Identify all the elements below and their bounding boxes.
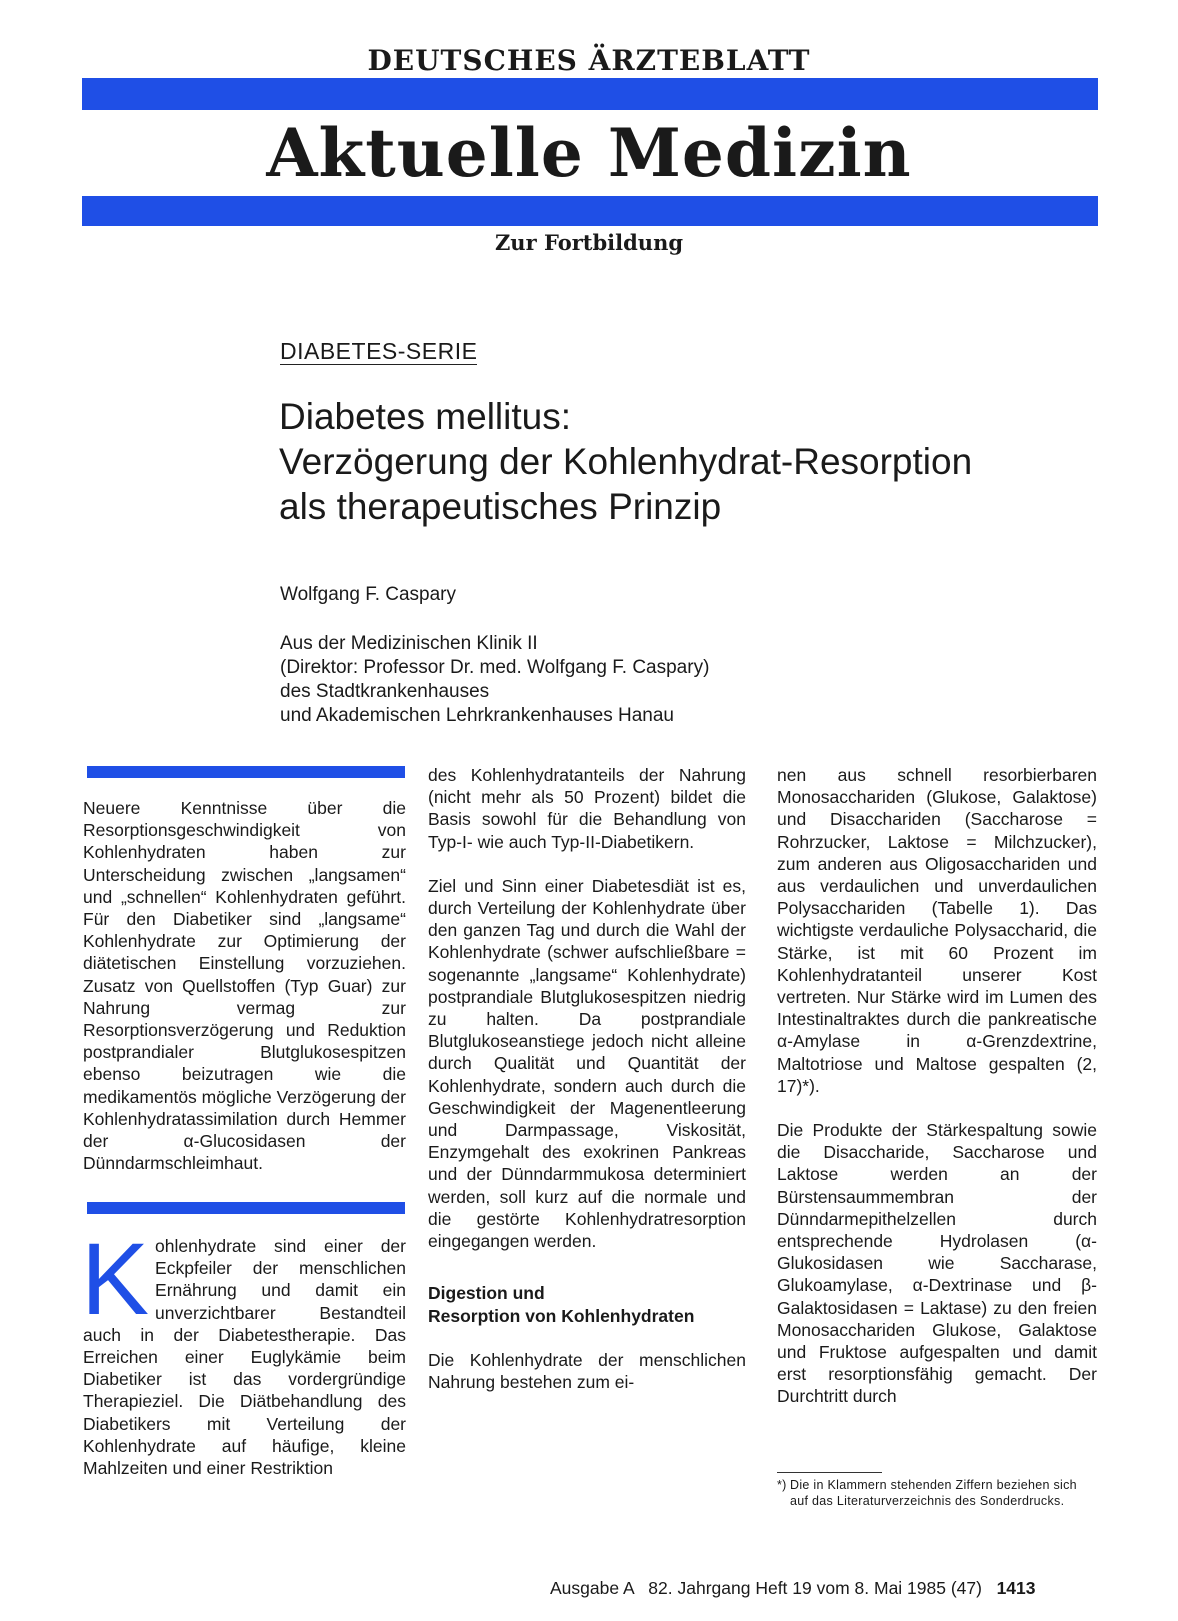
title-line: als therapeutisches Prinzip bbox=[279, 486, 722, 527]
header-bar-bottom bbox=[82, 196, 1098, 226]
footnote bbox=[777, 1478, 1097, 1509]
section-title: Aktuelle Medizin bbox=[266, 114, 912, 192]
column-1-body bbox=[81, 1222, 406, 1479]
paragraph: Die Kohlenhydrate der menschlichen Nahrung bestehen zum ei- bbox=[428, 1350, 746, 1393]
affiliation-line: (Direktor: Professor Dr. med. Wolfgang F. Caspary) bbox=[280, 657, 710, 678]
affiliation bbox=[280, 632, 709, 728]
series-label: DIABETES-SERIE bbox=[280, 338, 478, 364]
abstract-bar-top bbox=[87, 766, 405, 778]
body-text: ohlenhydrate sind einer der Eckpfeiler der menschlichen Ernährung und damit ein unverzichtbarer Bestandteil auch in der Diabetestherapie. Das Erreichen einer Euglykämie beim Diabetiker ist das vordergründige Therapieziel. Die Diätbehandlung des Diabetikers mit Verteilung der Kohlenhydrate auf häufige, kleine Mahlzeiten und einer Restriktion bbox=[83, 1236, 406, 1479]
journal-name: DEUTSCHES ÄRZTEBLATT bbox=[367, 44, 811, 77]
page-number: 1413 bbox=[996, 1578, 1036, 1598]
page-footer bbox=[550, 1578, 1036, 1599]
footnote-text: Die in Klammern stehenden Ziffern beziehen sich auf das Literaturverzeichnis des Sonderdrucks. bbox=[790, 1478, 1077, 1508]
footnote-mark: *) bbox=[777, 1478, 787, 1492]
column-3 bbox=[777, 764, 1097, 1408]
author: Wolfgang F. Caspary bbox=[280, 584, 457, 605]
heading-line: Digestion und bbox=[428, 1283, 545, 1304]
abstract-bar-bottom bbox=[87, 1202, 405, 1214]
affiliation-line: des Stadtkrankenhauses bbox=[280, 681, 490, 702]
footer-issue: 82. Jahrgang Heft 19 vom 8. Mai 1985 (47) bbox=[648, 1578, 982, 1598]
section-heading bbox=[428, 1282, 746, 1327]
section-subtitle: Zur Fortbildung bbox=[494, 230, 684, 255]
heading-line: Resorption von Kohlenhydraten bbox=[428, 1305, 695, 1326]
footnote-rule bbox=[777, 1472, 882, 1473]
abstract-text: Neuere Kenntnisse über die Resorptionsgeschwindigkeit von Kohlenhydraten haben zur Unterscheidung zwischen „langsamen“ und „schnellen“ Kohlenhydraten geführt. Für den Diabetiker sind „langsame“ Kohlenhydrate zur Optimierung der diätetischen Einstellung vorzuziehen. Zusatz von Quellstoffen (Typ Guar) zur Nahrung vermag zur Resorptionsverzögerung und Reduktion postprandialer Blutglukosespitzen ebenso beizutragen wie die medikamentös mögliche Verzögerung der Kohlenhydratassimilation durch Hemmer der α-Glucosidasen der Dünndarmschleimhaut. bbox=[83, 798, 406, 1174]
header-bar-top bbox=[82, 78, 1098, 110]
paragraph: des Kohlenhydratanteils der Nahrung (nicht mehr als 50 Prozent) bildet die Basis sowohl für die Behandlung von Typ-I- wie auch Typ-II-Diabetikern. bbox=[428, 765, 746, 852]
affiliation-line: und Akademischen Lehrkrankenhauses Hanau bbox=[280, 705, 674, 726]
affiliation-line: Aus der Medizinischen Klinik II bbox=[280, 633, 538, 654]
drop-cap: K bbox=[81, 1222, 150, 1336]
footer-edition: Ausgabe A bbox=[550, 1578, 634, 1598]
paragraph: Die Produkte der Stärkespaltung sowie die Disaccharide, Saccharose und Laktose werden an der Bürstensaummembran der Dünndarmepithelzellen durch entsprechende Hydrolasen (α-Glukosidasen wie Saccharase, Glukoamylase, α-Dextrinase und β-Galaktosidasen = Laktase) zu den freien Monosacchariden Glukose, Galaktose und Fruktose aufgespalten und damit erst resorptionsfähig gemacht. Der Durchtritt durch bbox=[777, 1120, 1097, 1407]
column-2 bbox=[428, 764, 746, 1393]
article-title bbox=[279, 394, 1099, 529]
paragraph: Ziel und Sinn einer Diabetesdiät ist es, durch Verteilung der Kohlenhydrate über den ganzen Tag und durch die Wahl der Kohlenhydrate (schwer aufschließbare = sogenannte „langsame“ Kohlenhydrate) postprandiale Blutglukosespitzen niedrig zu halten. Da postprandiale Blutglukoseanstiege jedoch nicht alleine durch Qualität und Quantität der Kohlenhydrate, sondern auch durch die Geschwindigkeit der Magenentleerung und Darmpassage, Viskosität, Enzymgehalt des exokrinen Pankreas und der Dünndarmmukosa determiniert werden, soll kurz auf die normale und die gestörte Kohlenhydratresorption eingegangen werden. bbox=[428, 875, 746, 1252]
abstract bbox=[83, 797, 406, 1174]
paragraph: nen aus schnell resorbierbaren Monosacchariden (Glukose, Galaktose) und Disacchariden (Saccharose = Rohrzucker, Laktose = Milchzucker), zum anderen aus Oligosacchariden und aus verdaulichen und unverdaulichen Polysacchariden (Tabelle 1). Das wichtigste verdauliche Polysaccharid, die Stärke, ist mit 60 Prozent im Kohlenhydratanteil unserer Kost vertreten. Nur Stärke wird im Lumen des Intestinaltraktes durch die pankreatische α-Amylase in α-Grenzdextrine, Maltotriose und Maltose gespalten (2, 17)*). bbox=[777, 765, 1097, 1096]
title-line: Diabetes mellitus: bbox=[279, 396, 572, 437]
title-line: Verzögerung der Kohlenhydrat-Resorption bbox=[279, 441, 973, 482]
